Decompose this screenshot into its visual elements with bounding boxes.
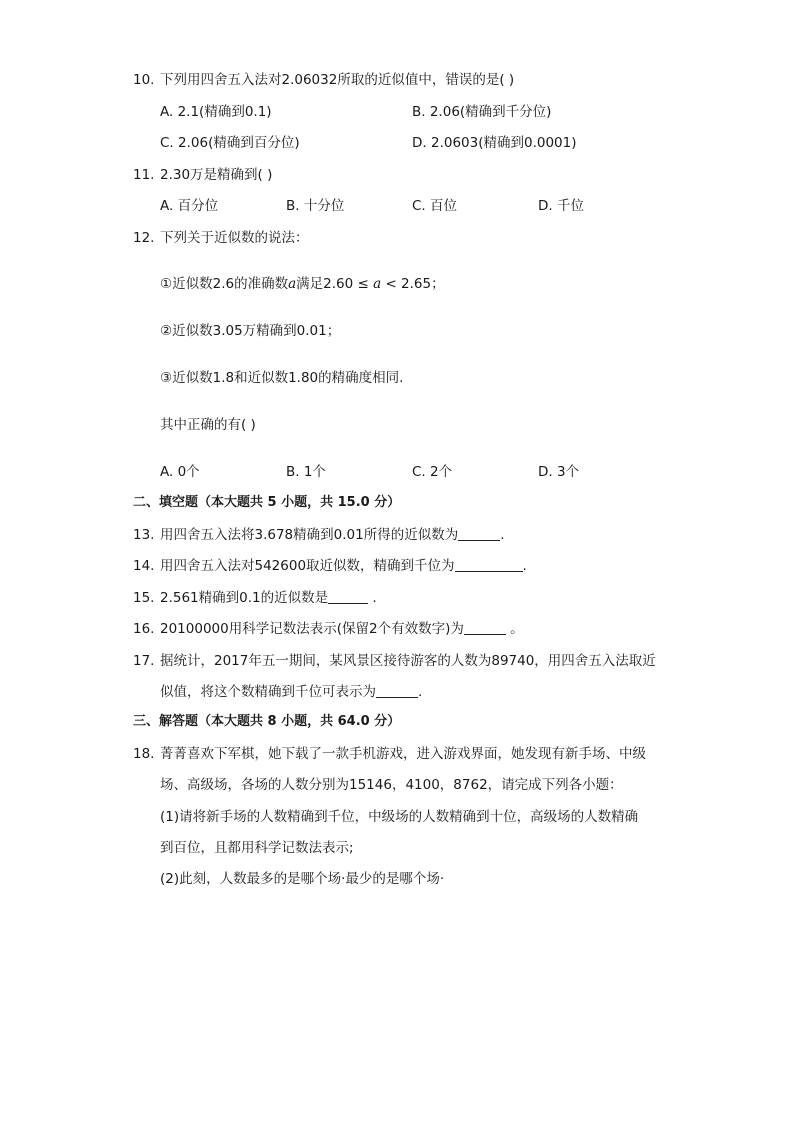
question-number: 12. [133, 230, 155, 246]
answer-blank[interactable] [464, 620, 506, 635]
q11-option-b: B. 十分位 [286, 198, 345, 214]
question-text: 用四舍五入法将3.678精确到0.01所得的近似数为 [160, 527, 459, 543]
question-text: 2.561精确到0.1的近似数是 [160, 590, 329, 606]
q12-statement-1 [160, 272, 445, 292]
q10-option-d: D. 2.0603(精确到0.0001) [412, 135, 577, 151]
q11-option-c: C. 百位 [412, 198, 458, 214]
question-16 [133, 617, 524, 637]
question-text: 。 [505, 621, 524, 637]
q12-option-d: D. 3个 [538, 464, 580, 480]
question-text: . [500, 527, 505, 543]
question-text: 2.30万是精确到( ) [160, 167, 273, 183]
question-18-line-2: 场、高级场，各场的人数分别为15146，4100，8762，请完成下列各小题： [160, 777, 623, 793]
section-heading-fill-in: 二、填空题（本大题共 5 小题，共 15.0 分） [133, 495, 401, 510]
question-number: 11. [133, 167, 155, 183]
question-text: 似值，将这个数精确到千位可表示为 [160, 684, 376, 700]
question-number: 18. [133, 746, 155, 762]
question-18-part-2: (2)此刻，人数最多的是哪个场·最少的是哪个场· [160, 871, 445, 887]
question-text: 下列用四舍五入法对2.06032所取的近似值中，错误的是( ) [160, 72, 515, 88]
answer-blank[interactable] [376, 683, 418, 698]
question-17-line-1 [133, 649, 656, 669]
q11-option-d: D. 千位 [538, 198, 584, 214]
question-10 [133, 68, 514, 88]
question-text: 用四舍五入法对542600取近似数，精确到千位为 [160, 558, 455, 574]
question-number: 10. [133, 72, 155, 88]
question-14 [133, 554, 527, 574]
question-text: 菁菁喜欢下军棋，她下载了一款手机游戏，进入游戏界面，她发现有新手场、中级 [160, 746, 646, 762]
math-variable: a [288, 276, 297, 292]
question-11 [133, 163, 272, 183]
question-18-part-1-line-1: (1)请将新手场的人数精确到千位，中级场的人数精确到十位，高级场的人数精确 [160, 809, 639, 825]
section-heading-answer: 三、解答题（本大题共 8 小题，共 64.0 分） [133, 714, 401, 729]
question-text: 下列关于近似数的说法： [160, 230, 309, 246]
statement-text: 满足2.60 ≤ [296, 276, 374, 292]
question-text: 据统计，2017年五一期间，某风景区接待游客的人数为89740，用四舍五入法取近 [160, 653, 656, 669]
question-18-line-1 [133, 742, 646, 762]
question-text: . [522, 558, 527, 574]
question-number: 15. [133, 590, 155, 606]
question-number: 14. [133, 558, 155, 574]
statement-text: < 2.65； [381, 276, 445, 292]
q10-option-b: B. 2.06(精确到千分位) [412, 104, 552, 120]
question-17-line-2 [160, 680, 422, 700]
q10-option-a: A. 2.1(精确到0.1) [160, 104, 272, 120]
q12-option-b: B. 1个 [286, 464, 326, 480]
question-number: 16. [133, 621, 155, 637]
q12-option-a: A. 0个 [160, 464, 200, 480]
q12-statement-3: ③近似数1.8和近似数1.80的精确度相同. [160, 370, 404, 386]
question-text: . [418, 684, 423, 700]
question-text: . [368, 590, 377, 606]
q10-option-c: C. 2.06(精确到百分位) [160, 135, 300, 151]
q12-option-c: C. 2个 [412, 464, 453, 480]
question-number: 13. [133, 527, 155, 543]
q12-ask: 其中正确的有( ) [160, 417, 256, 433]
question-12 [133, 226, 309, 246]
question-18-part-1-line-2: 到百位，且都用科学记数法表示; [160, 840, 354, 856]
question-15 [133, 586, 377, 606]
question-number: 17. [133, 653, 155, 669]
q12-statement-2: ②近似数3.05万精确到0.01； [160, 323, 341, 339]
answer-blank[interactable] [328, 589, 368, 604]
statement-text: ①近似数2.6的准确数 [160, 276, 289, 292]
answer-blank[interactable] [458, 526, 500, 541]
question-13 [133, 523, 505, 543]
question-text: 20100000用科学记数法表示(保留2个有效数字)为 [160, 621, 464, 637]
q11-option-a: A. 百分位 [160, 198, 219, 214]
math-variable: a [373, 276, 382, 292]
answer-blank[interactable] [455, 557, 523, 572]
